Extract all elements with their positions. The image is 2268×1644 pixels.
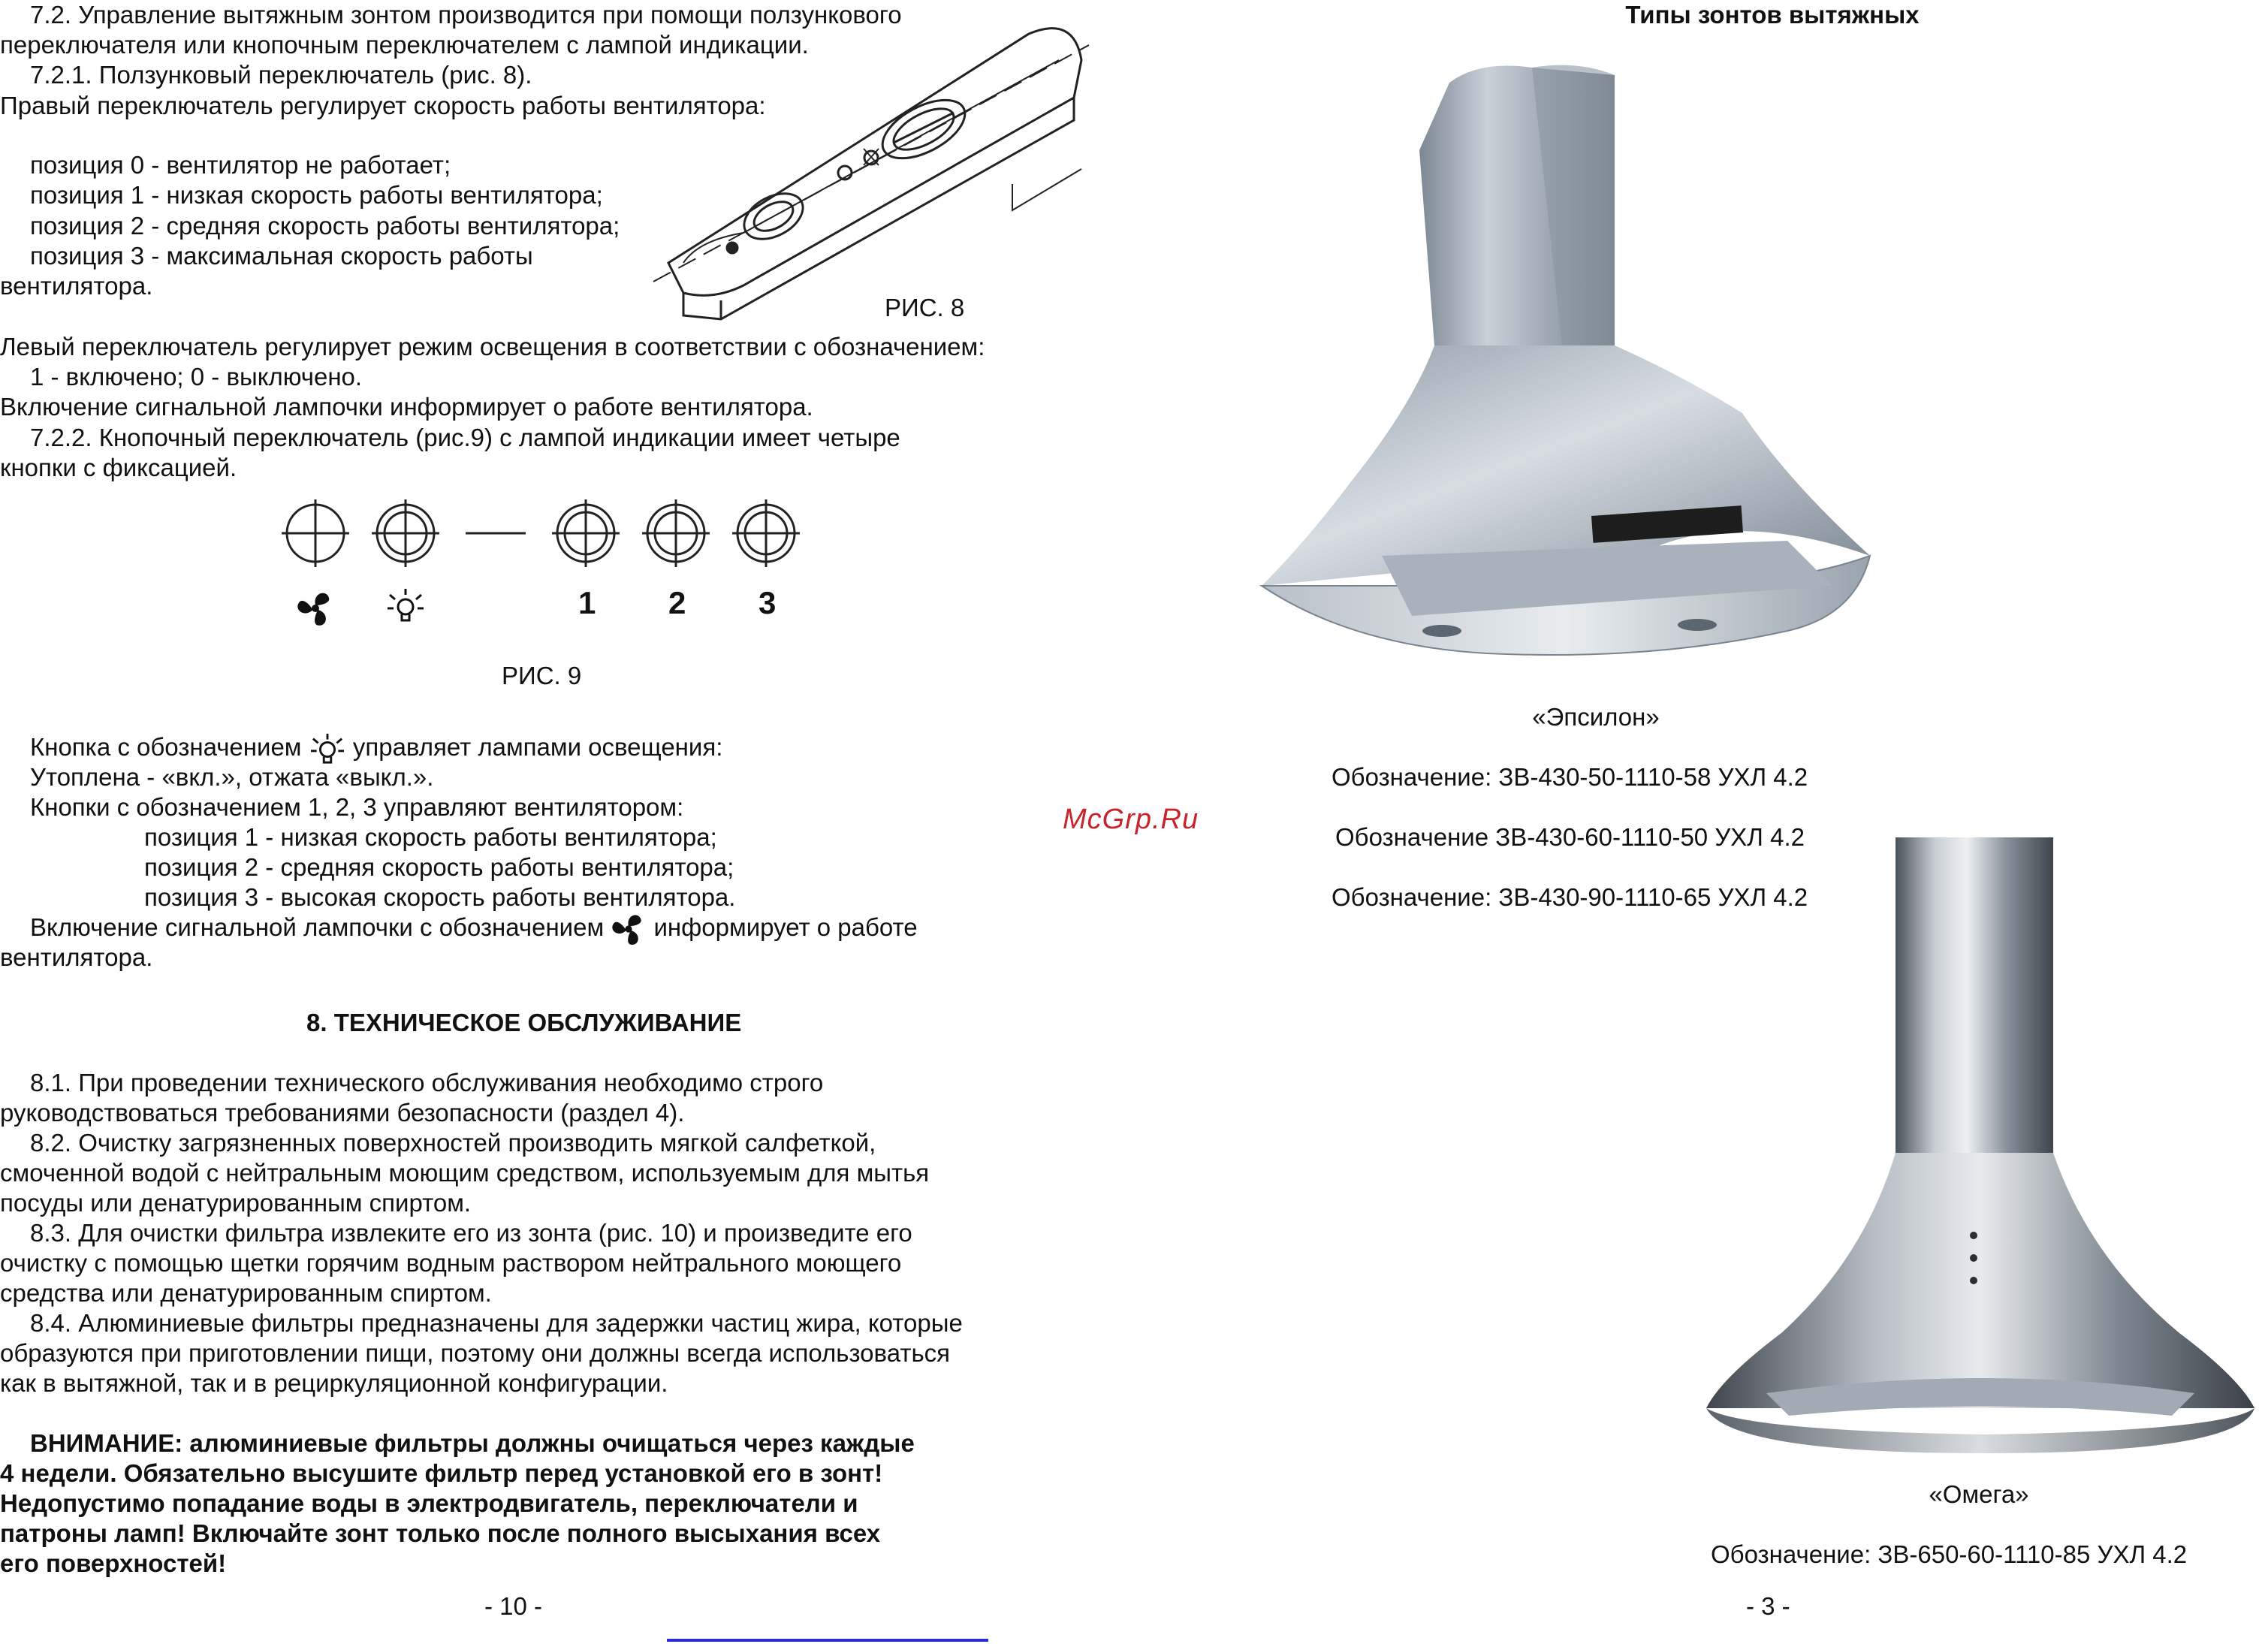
list-item: позиция 2 - средняя скорость работы вентилятора; [144,853,734,881]
list-item: позиция 1 - низкая скорость работы вентилятора; [30,181,603,209]
paragraph-line: 8.2. Очистку загрязненных поверхностей производить мягкой салфеткой, [30,1129,876,1157]
list-item: позиция 1 - низкая скорость работы вентилятора; [144,823,717,851]
paragraph-line: средства или денатурированным спиртом. [0,1279,492,1307]
paragraph-line: посуды или денатурированным спиртом. [0,1189,472,1217]
button-2-symbol [642,499,710,567]
omega-hood-image [1699,837,2268,1453]
paragraph-line: как в вытяжной, так и в рециркуляционной конфигурации. [0,1369,668,1397]
light-bulb-icon [388,589,424,620]
omega-code: Обозначение: ЗВ-650-60-1110-85 УХЛ 4.2 [1711,1540,2188,1568]
list-item: позиция 3 - высокая скорость работы вентилятора. [144,883,736,911]
right-page-title: Типы зонтов вытяжных [1625,1,1920,29]
epsilon-code: Обозначение: ЗВ-430-50-1110-58 УХЛ 4.2 [1332,763,1808,791]
paragraph-line: 7.2.1. Ползунковый переключатель (рис. 8). [30,61,532,89]
paragraph-line: Правый переключатель регулирует скорость работы вентилятора: [0,92,766,119]
paragraph-line: 7.2. Управление вытяжным зонтом производится при помощи ползункового [30,1,902,29]
light-bulb-icon [309,732,346,765]
paragraph-line: 8.4. Алюминиевые фильтры предназначены для задержки частиц жира, которые [30,1309,963,1337]
figure-8-slider-panel-drawing [653,15,1089,330]
text-fragment: управляет лампами освещения: [352,733,723,761]
paragraph-line: кнопки с фиксацией. [0,454,237,481]
warning-line: его поверхностей! [0,1549,227,1577]
button-light-symbol [372,499,439,567]
list-item: позиция 2 - средняя скорость работы вентилятора; [30,212,620,240]
section-8-title: 8. ТЕХНИЧЕСКОЕ ОБСЛУЖИВАНИЕ [306,1009,742,1036]
warning-line: ВНИМАНИЕ: алюминиевые фильтры должны очищаться через каждые [30,1429,915,1457]
paragraph-line [30,912,918,946]
button-label-2: 2 [668,585,686,620]
figure-9-button-symbols [278,499,804,635]
fan-icon [295,593,329,628]
epsilon-model-name: «Эпсилон» [1532,703,1660,731]
button-label-1: 1 [578,585,596,620]
list-item: позиция 3 - максимальная скорость работы [30,242,533,270]
paragraph-line: руководствоваться требованиями безопасности (раздел 4). [0,1099,685,1127]
paragraph-line: переключателя или кнопочным переключателем с лампой индикации. [0,31,809,59]
omega-model-name: «Омега» [1929,1480,2029,1508]
text-fragment: информирует о работе [653,913,918,941]
figure-8-caption: РИС. 8 [885,294,965,321]
warning-line: 4 недели. Обязательно высушите фильтр перед установкой его в зонт! [0,1459,883,1487]
paragraph-line: Кнопки с обозначением 1, 2, 3 управляют вентилятором: [30,793,684,821]
button-1-symbol [552,499,620,567]
list-item: вентилятора. [0,272,153,300]
paragraph-line: 8.3. Для очистки фильтра извлеките его из зонта (рис. 10) и произведите его [30,1219,912,1247]
page-number-right: - 3 - [1746,1592,1790,1620]
paragraph-line: очистку с помощью щетки горячим водным раствором нейтрального моющего [0,1249,902,1277]
warning-line: патроны ламп! Включайте зонт только после полного высыхания всех [0,1519,881,1547]
paragraph-line: смоченной водой с нейтральным моющим средством, используемым для мытья [0,1159,930,1187]
text-fragment: Включение сигнальной лампочки с обозначением [30,913,605,941]
paragraph-line: 1 - включено; 0 - выключено. [30,363,363,391]
figure-9-caption: РИС. 9 [502,662,582,689]
paragraph-line: Включение сигнальной лампочки информирует о работе вентилятора. [0,393,813,421]
epsilon-hood-image [1262,60,1877,661]
paragraph-line [30,732,722,765]
epsilon-code: Обозначение ЗВ-430-60-1110-50 УХЛ 4.2 [1335,823,1805,851]
paragraph-line: образуются при приготовлении пищи, поэтому они должны всегда использоваться [0,1339,951,1367]
paragraph-line: вентилятора. [0,943,153,971]
button-label-3: 3 [759,585,777,620]
page-number-left: - 10 - [484,1592,543,1620]
fan-icon [611,912,647,946]
list-item: позиция 0 - вентилятор не работает; [30,151,451,179]
paragraph-line: 7.2.2. Кнопочный переключатель (рис.9) с лампой индикации имеет четыре [30,424,900,451]
button-3-symbol [732,499,800,567]
warning-line: Недопустимо попадание воды в электродвигатель, переключатели и [0,1489,858,1517]
paragraph-line: 8.1. При проведении технического обслуживания необходимо строго [30,1069,824,1097]
text-fragment: Кнопка с обозначением [30,733,302,761]
epsilon-code: Обозначение: ЗВ-430-90-1110-65 УХЛ 4.2 [1332,883,1808,911]
watermark: McGrp.Ru [1063,804,1199,835]
button-fan-symbol [282,499,349,567]
paragraph-line: Левый переключатель регулирует режим освещения в соответствии с обозначением: [0,333,985,360]
paragraph-line: Утоплена - «вкл.», отжата «выкл.». [30,763,434,791]
link-underline[interactable] [667,1639,988,1642]
